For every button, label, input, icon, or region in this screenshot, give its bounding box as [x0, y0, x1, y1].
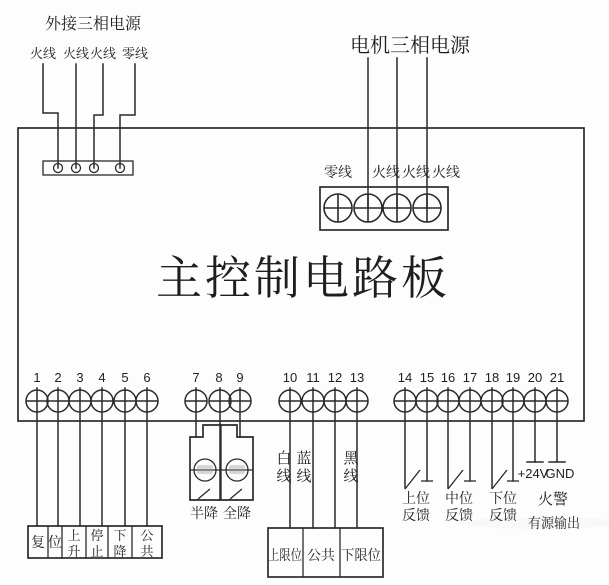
power-terminal [354, 194, 382, 222]
external-power-section [30, 15, 148, 175]
external-power-title: 外接三相电源 [44, 16, 142, 33]
switch-contact-icon [405, 470, 420, 489]
label-lower-feedback-1: 下位 [489, 490, 517, 506]
terminal-number: 5 [121, 370, 129, 385]
label-active-output: 有源输出 [528, 515, 580, 531]
terminal-number: 7 [192, 370, 200, 385]
control-label-common-1: 公 [140, 528, 154, 543]
feedback-section [402, 470, 519, 523]
terminal-number: 19 [505, 370, 521, 385]
label-lower-limit: 下限位 [341, 547, 381, 563]
switch-contact-icon [198, 489, 210, 499]
terminal-number: 20 [527, 370, 543, 385]
label-middle-feedback-2: 反馈 [445, 507, 473, 523]
terminal-number: 2 [54, 370, 62, 385]
power-terminal [413, 194, 441, 222]
drop-button-box [190, 425, 253, 521]
control-label-reset-1: 复 [31, 534, 45, 550]
motor-terminal-label-neutral: 零线 [324, 164, 352, 180]
terminal-number: 6 [143, 370, 151, 385]
control-label-up-1: 上 [67, 528, 81, 543]
label-gnd: GND [545, 466, 575, 481]
label-blue-wire-2: 线 [296, 468, 312, 485]
terminal-screws [26, 390, 568, 412]
motor-power-section [320, 34, 471, 230]
control-label-reset-2: 位 [48, 534, 62, 550]
label-black-wire-1: 黑 [343, 450, 359, 467]
label-middle-feedback-1: 中位 [445, 490, 473, 506]
label-black-wire-2: 线 [343, 468, 359, 485]
terminal-number: 15 [419, 370, 435, 385]
terminal-number: 8 [215, 370, 223, 385]
motor-terminal-label-live2: 火线 [402, 164, 430, 180]
terminal-number: 11 [306, 370, 320, 385]
label-upper-feedback-2: 反馈 [402, 507, 430, 523]
ext-wire-label-live1: 火线 [29, 46, 57, 61]
label-upper-limit: 上限位 [268, 547, 302, 563]
power-terminal [324, 194, 352, 222]
terminal-number: 16 [440, 370, 456, 385]
wire [120, 64, 135, 168]
limit-section [268, 449, 383, 577]
control-label-stop-2: 止 [90, 544, 104, 559]
terminal-number: 14 [397, 370, 413, 385]
label-upper-feedback-1: 上位 [402, 490, 430, 506]
terminal-numbers [33, 370, 564, 385]
watermark-smudge [465, 517, 609, 529]
terminal-number: 10 [282, 370, 298, 385]
label-blue-wire-1: 蓝 [296, 450, 312, 467]
label-24v: +24V [517, 466, 549, 481]
label-common: 公共 [307, 547, 335, 563]
label-full-drop: 全降 [223, 505, 251, 521]
board-title: 主控制电路板 [156, 253, 450, 304]
terminal-number: 9 [236, 370, 244, 385]
label-white-wire-1: 白 [276, 450, 292, 467]
control-label-down-2: 降 [113, 544, 127, 559]
switch-contact-icon [492, 470, 507, 489]
label-lower-feedback-2: 反馈 [489, 507, 517, 523]
wire [43, 64, 58, 168]
terminal-number: 13 [349, 370, 365, 385]
terminal-number: 4 [98, 370, 106, 385]
ext-wire-label-live2: 火线 [62, 46, 90, 61]
switch-contact-icon [448, 470, 463, 489]
button-face-smudge [229, 465, 245, 474]
label-white-wire-2: 线 [276, 468, 292, 485]
motor-power-title: 电机三相电源 [350, 35, 470, 57]
power-terminal [383, 194, 411, 222]
terminal-number: 12 [327, 370, 343, 385]
terminal-number: 17 [462, 370, 478, 385]
control-label-common-2: 共 [140, 544, 154, 559]
switch-contact-icon [230, 489, 242, 499]
motor-terminal-label-live1: 火线 [372, 164, 400, 180]
terminal-number: 3 [76, 370, 84, 385]
terminal-number: 18 [484, 370, 500, 385]
control-box [28, 526, 162, 559]
control-label-stop-1: 停 [90, 528, 104, 543]
control-label-up-2: 升 [67, 544, 81, 559]
ext-wire-label-live3: 火线 [89, 46, 117, 61]
control-label-down-1: 下 [113, 528, 127, 543]
ext-wire-label-neutral: 零线 [121, 46, 149, 61]
terminal-number: 21 [549, 370, 565, 385]
terminal-number: 1 [33, 370, 41, 385]
motor-terminal-label-live3: 火线 [432, 164, 460, 180]
label-fire-alarm: 火警 [537, 491, 569, 508]
wire [94, 64, 103, 168]
label-half-drop: 半降 [190, 505, 218, 521]
button-face-smudge [197, 465, 213, 474]
